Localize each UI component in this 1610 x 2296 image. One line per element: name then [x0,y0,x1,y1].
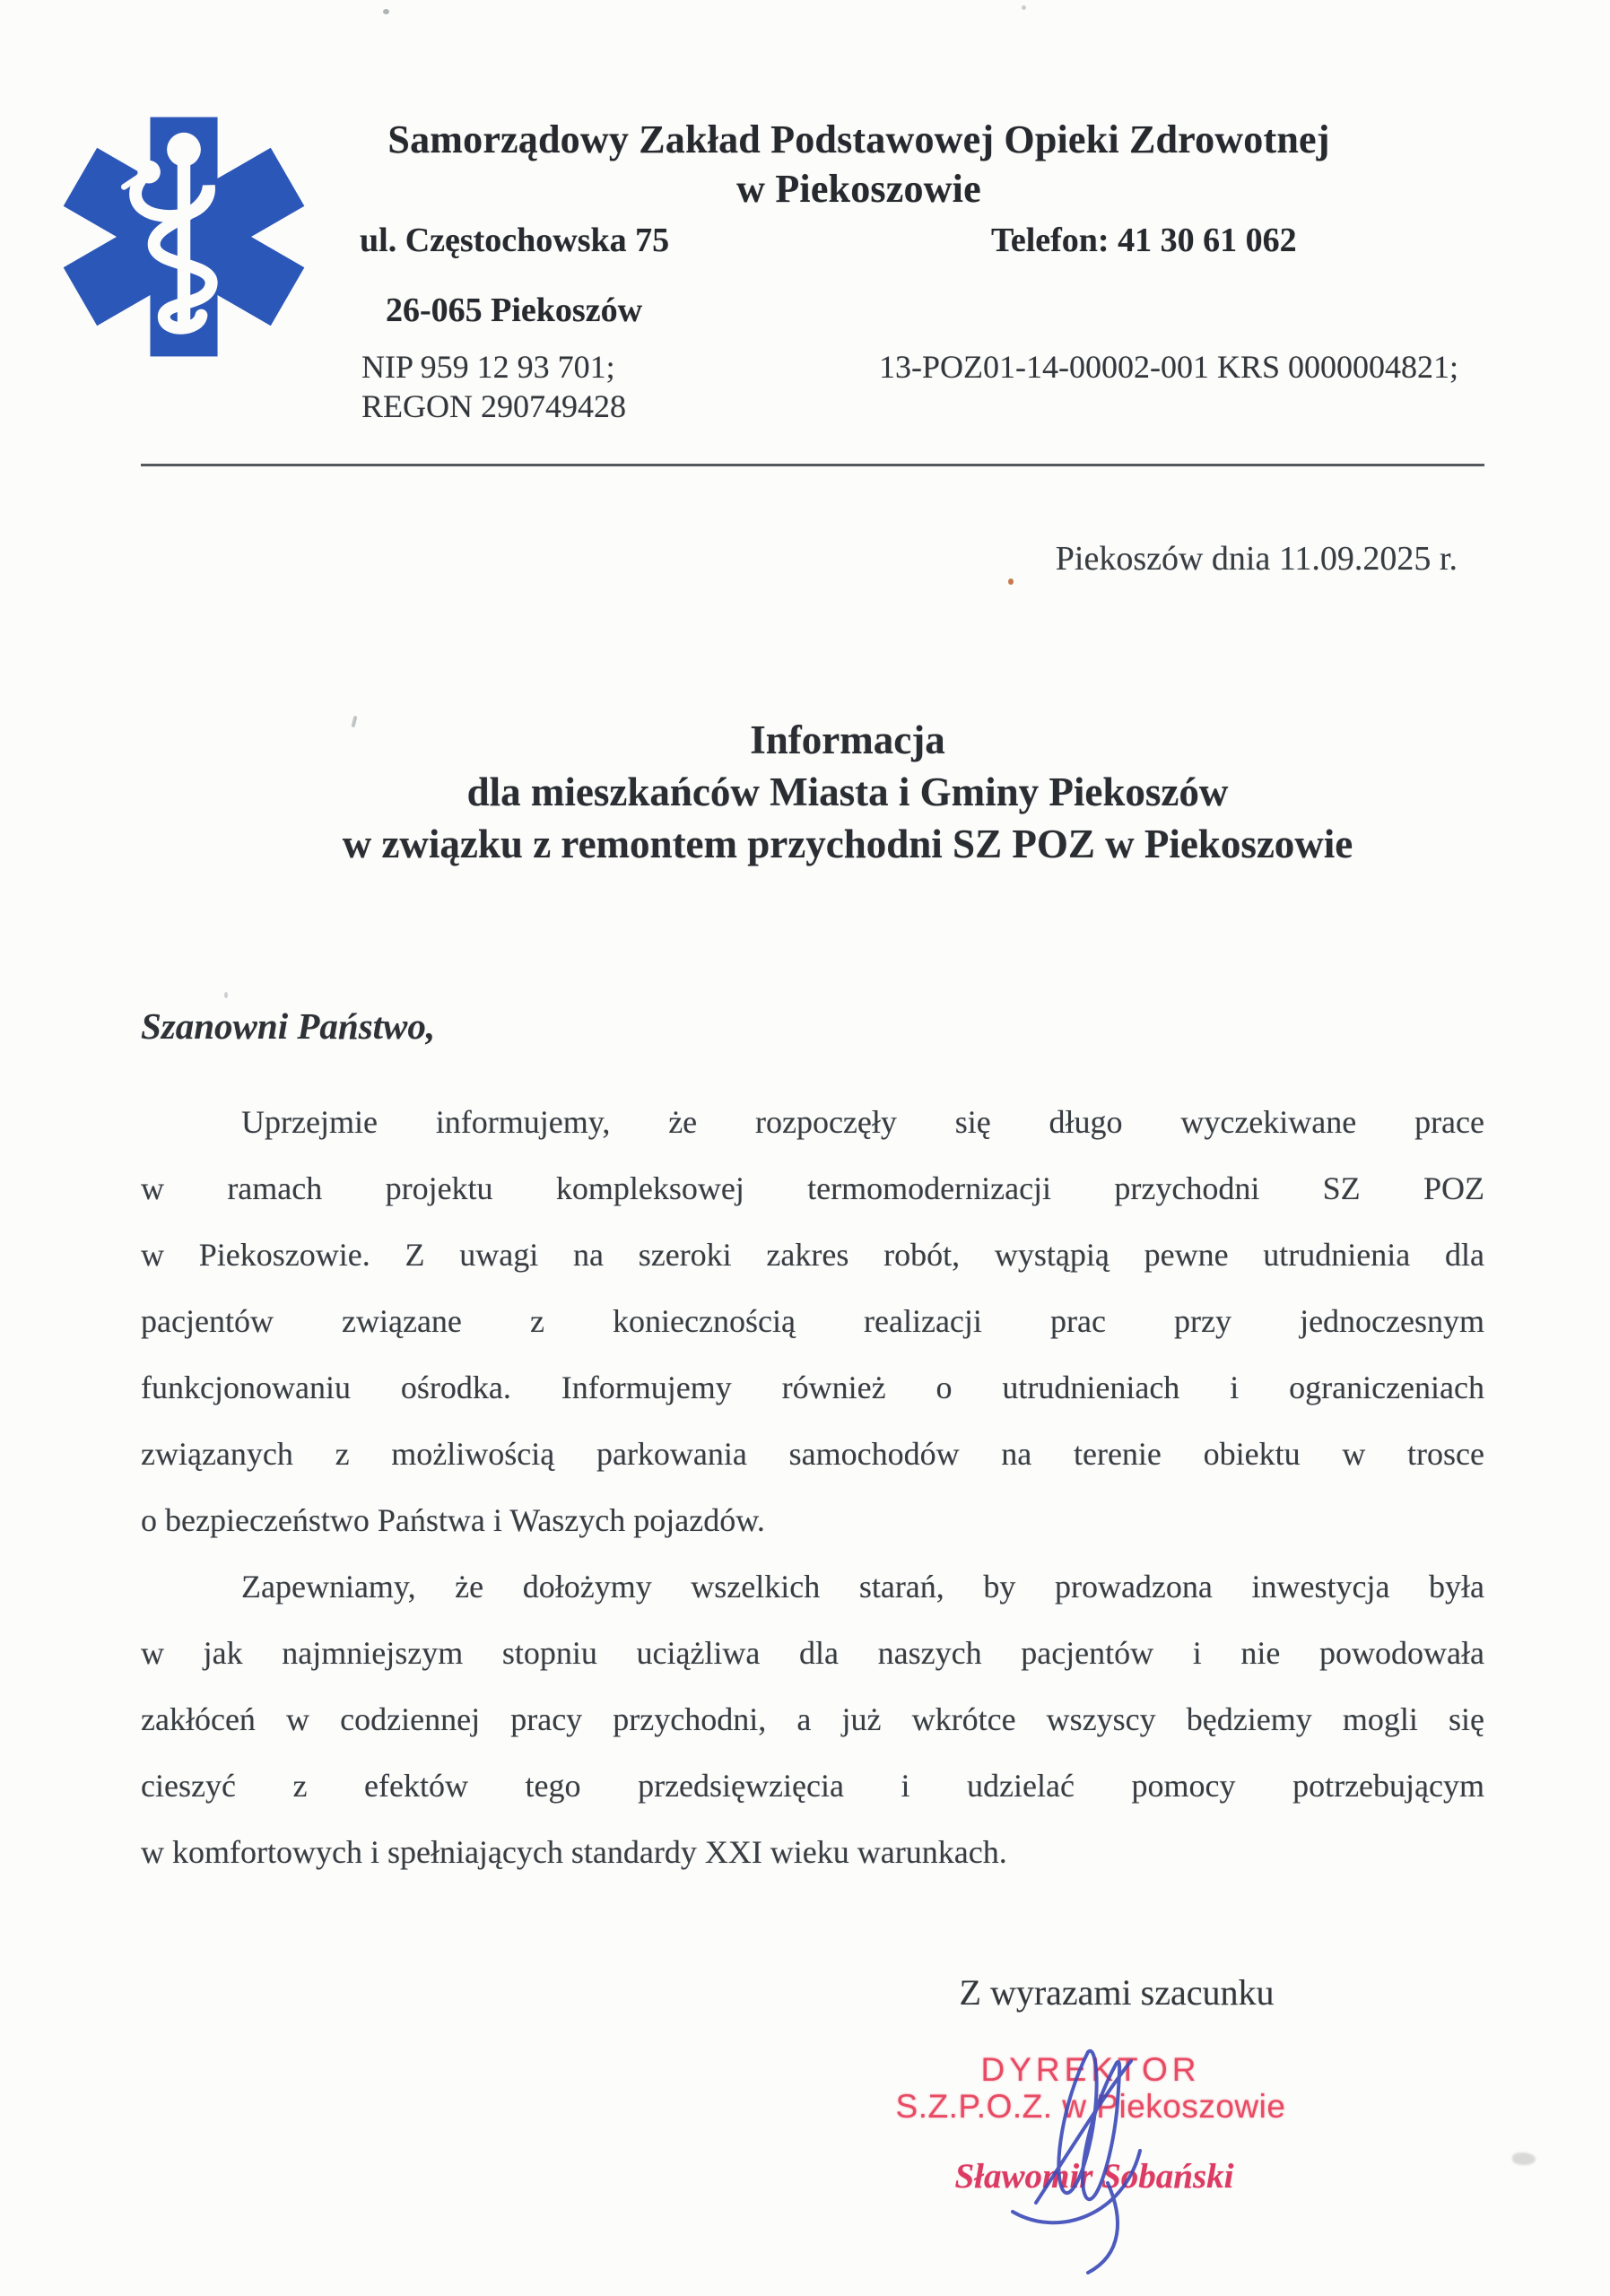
body-line: funkcjonowaniu ośrodka. Informujemy również o utrudnieniach i ograniczeniach [141,1370,1484,1405]
org-name-line2: w Piekoszowie [736,167,981,211]
registry-codes: 13-POZ01-14-00002-001 KRS 0000004821; [879,349,1458,385]
scan-speck [1008,578,1014,585]
place-and-date: Piekoszów dnia 11.09.2025 r. [1055,540,1458,578]
body-line: o bezpieczeństwo Państwa i Waszych pojazdów. [141,1502,765,1538]
scan-speck [383,9,389,14]
stamp-signature-name: Sławomir Sobański [954,2157,1234,2196]
letter-body [141,1101,1484,1898]
org-name [377,115,1341,213]
nip-number: NIP 959 12 93 701; [361,349,615,385]
scan-speck [224,992,228,998]
regon-number: REGON 290749428 [361,388,626,424]
header-divider [141,464,1484,466]
stamp-title: DYREKTOR [980,2051,1201,2088]
body-line: Zapewniamy, że dołożymy wszelkich starań, by prowadzona inwestycja była [241,1569,1484,1605]
street-address: ul. Częstochowska 75 [360,222,670,259]
stamp-org: S.Z.P.O.Z. w Piekoszowie [895,2088,1286,2125]
phone-number: Telefon: 41 30 61 062 [991,222,1297,259]
body-line: w ramach projektu kompleksowej termomodernizacji przychodni SZ POZ [141,1170,1484,1206]
scan-speck [1022,5,1026,10]
title-line3: w związku z remontem przychodni SZ POZ w Piekoszowie [342,822,1353,866]
handwritten-signature [973,2025,1215,2294]
closing-phrase: Z wyrazami szacunku [959,1972,1275,2013]
body-line: w komfortowych i spełniających standardy XXI wieku warunkach. [141,1834,1007,1870]
salutation: Szanowni Państwo, [141,1005,436,1047]
body-line: Uprzejmie informujemy, że rozpoczęły się długo wyczekiwane prace [241,1104,1484,1140]
body-line: w jak najmniejszym stopniu uciążliwa dla naszych pacjentów i nie powodowała [141,1635,1484,1671]
star-of-life-icon [59,104,309,370]
org-name-line1: Samorządowy Zakład Podstawowej Opieki Zdrowotnej [387,117,1330,161]
title-line2: dla mieszkańców Miasta i Gminy Piekoszów [466,770,1229,814]
body-line: pacjentów związane z koniecznością realizacji prac przy jednoczesnym [141,1303,1484,1339]
scan-smudge [1512,2152,1536,2165]
document-title [175,714,1520,870]
title-line1: Informacja [750,718,945,762]
body-line: zakłóceń w codziennej pracy przychodni, a już wkrótce wszyscy będziemy mogli się [141,1701,1484,1737]
body-line: cieszyć z efektów tego przedsięwzięcia i udzielać pomocy potrzebującym [141,1768,1484,1804]
body-line: w Piekoszowie. Z uwagi na szeroki zakres robót, wystąpią pewne utrudnienia dla [141,1237,1484,1273]
body-line: związanych z możliwością parkowania samochodów na terenie obiektu w trosce [141,1436,1484,1472]
postal-city: 26-065 Piekoszów [386,291,643,329]
